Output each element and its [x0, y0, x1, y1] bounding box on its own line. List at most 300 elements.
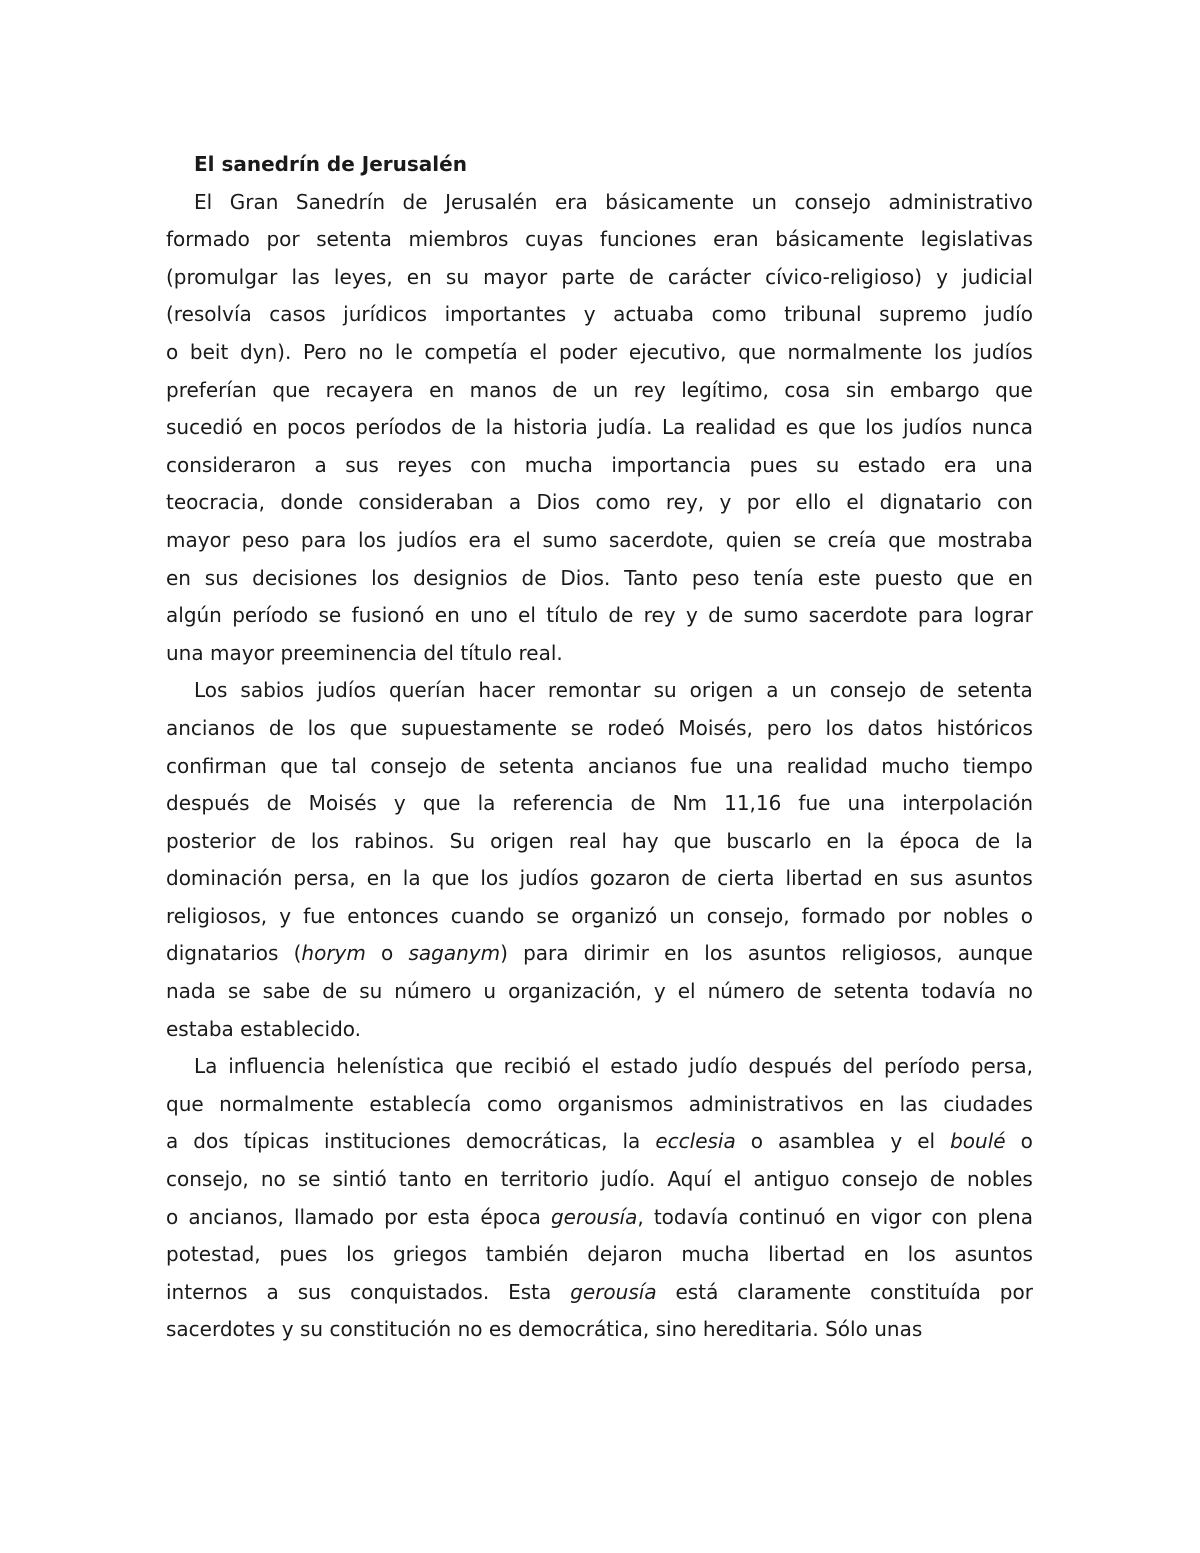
word: de: [975, 828, 1001, 853]
word: La: [662, 415, 686, 440]
word: origen: [490, 828, 554, 853]
word: normalmente: [787, 339, 923, 364]
word: el: [917, 1129, 936, 1154]
word: religiosos,: [166, 903, 268, 928]
word: una: [166, 640, 204, 665]
word: organizó: [571, 903, 658, 928]
word: competía: [424, 339, 518, 364]
word: que: [422, 791, 461, 816]
word: cuando: [450, 903, 525, 928]
word: el: [512, 527, 531, 552]
word: de: [608, 603, 634, 628]
word: era: [468, 527, 502, 552]
word: que: [272, 377, 311, 402]
word: cuyas: [525, 227, 584, 252]
word: pero: [766, 715, 812, 740]
word: mayor: [210, 640, 275, 665]
word: los: [357, 527, 387, 552]
word: todavía: [653, 1204, 729, 1229]
word: estado: [857, 452, 926, 477]
text-line: [166, 1048, 1033, 1086]
word: constituída: [870, 1279, 981, 1304]
word: Dios.: [560, 565, 611, 590]
word: básicamente: [775, 227, 905, 252]
word: real: [568, 828, 607, 853]
word: a: [314, 452, 327, 477]
word: mostraba: [937, 527, 1033, 552]
word: realidad: [695, 415, 777, 440]
word: que: [817, 415, 856, 440]
word: pues: [279, 1242, 328, 1267]
word: eran: [713, 227, 759, 252]
word: sumo: [743, 603, 799, 628]
word: tenía: [753, 565, 804, 590]
word: a: [166, 1129, 179, 1154]
word: las: [291, 264, 320, 289]
word: en: [463, 1167, 489, 1192]
word: rabinos.: [354, 828, 435, 853]
word: del: [842, 1054, 874, 1079]
italic-term: ecclesia: [655, 1129, 736, 1154]
word: sacerdote: [808, 603, 908, 628]
word: de: [268, 715, 294, 740]
word: las: [899, 1091, 928, 1116]
word: período: [232, 603, 309, 628]
word: rey: [633, 377, 666, 402]
word: mayor: [166, 527, 231, 552]
word: con: [470, 452, 507, 477]
text-line: [166, 409, 1033, 447]
word: los: [371, 565, 400, 590]
word: designios: [413, 565, 508, 590]
word: de: [628, 264, 654, 289]
word: estaba: [166, 1016, 234, 1041]
word: se: [297, 1167, 321, 1192]
text-line: [166, 710, 1033, 748]
word: llamado: [293, 1204, 374, 1229]
word: judicial: [962, 264, 1033, 289]
word: que: [166, 1091, 204, 1116]
word: por: [746, 490, 780, 515]
word: de: [681, 866, 707, 891]
word: [950, 1123, 1005, 1161]
word: los: [933, 339, 963, 364]
word: carácter: [667, 264, 751, 289]
word: donde: [280, 490, 344, 515]
word: de: [521, 565, 547, 590]
word: después: [748, 1054, 832, 1079]
word: establecido.: [240, 1016, 362, 1041]
word: rey,: [665, 490, 705, 515]
word: en: [873, 866, 899, 891]
word: mucha: [524, 452, 593, 477]
word: los: [907, 1242, 936, 1267]
word: que: [995, 377, 1033, 402]
word: hacer: [478, 678, 535, 703]
word: en: [366, 866, 392, 891]
word: o: [381, 941, 394, 966]
word: tal: [331, 753, 357, 778]
word: legítimo,: [681, 377, 769, 402]
text-line: [166, 635, 1033, 673]
word: setenta: [498, 753, 575, 778]
word: instituciones: [324, 1129, 451, 1154]
word: fue: [798, 791, 831, 816]
word: y: [685, 603, 698, 628]
word: para: [917, 603, 964, 628]
word: remontar: [547, 678, 641, 703]
word: uno: [470, 603, 508, 628]
word: teocracia,: [166, 490, 266, 515]
word: recayera: [325, 377, 414, 402]
word: en: [434, 603, 460, 628]
word: una: [735, 753, 774, 778]
word: es: [785, 415, 809, 440]
word: los: [307, 715, 336, 740]
word: quien: [725, 527, 782, 552]
word: actuaba: [613, 302, 695, 327]
word: estado: [610, 1054, 679, 1079]
word: Jerusalén: [445, 189, 538, 214]
word: formado: [801, 903, 886, 928]
word: Su: [449, 828, 476, 853]
word: no: [457, 1317, 483, 1342]
word: Los: [194, 678, 228, 703]
word: poder: [559, 339, 618, 364]
word: Gran: [229, 189, 279, 214]
word: su: [445, 264, 470, 289]
word: número: [707, 979, 785, 1004]
word: de: [630, 791, 656, 816]
word: para: [523, 941, 569, 966]
word: los: [310, 828, 340, 853]
word: se: [536, 903, 560, 928]
word: consejo: [370, 753, 447, 778]
word: un: [791, 678, 817, 703]
word: Nm: [672, 791, 708, 816]
word: rey: [643, 603, 676, 628]
word: consejo: [829, 678, 907, 703]
word: en: [664, 941, 690, 966]
word: asuntos: [954, 866, 1033, 891]
word: funciones: [599, 227, 697, 252]
italic-term: gerousía: [550, 1204, 638, 1229]
word: judíos: [397, 527, 457, 552]
word: ciudades: [943, 1091, 1033, 1116]
word: se: [318, 603, 342, 628]
word: sino: [655, 1317, 697, 1342]
word: judíos: [316, 678, 377, 703]
word: importancia: [611, 452, 732, 477]
word: judío: [984, 302, 1033, 327]
word: nobles: [966, 1167, 1033, 1192]
word: Esta: [508, 1279, 552, 1304]
text-line: [166, 1236, 1033, 1274]
word: un: [592, 377, 619, 402]
word: judío.: [600, 1167, 656, 1192]
text-line: [166, 748, 1033, 786]
word: claramente: [737, 1279, 852, 1304]
word: su: [653, 678, 677, 703]
word: pues: [749, 452, 798, 477]
word: organismos: [557, 1091, 674, 1116]
word: que: [280, 753, 318, 778]
word: su: [816, 452, 840, 477]
word: Sanedrín: [295, 189, 386, 214]
word: por: [897, 903, 931, 928]
word: básicamente: [605, 189, 735, 214]
word: religiosos,: [841, 941, 943, 966]
word: judíos: [973, 339, 1033, 364]
word: se: [227, 979, 251, 1004]
word: y: [583, 302, 596, 327]
word: ancianos: [587, 753, 677, 778]
word: confirman: [166, 753, 267, 778]
word: y: [890, 1129, 903, 1154]
word: asuntos: [954, 1242, 1033, 1267]
word: sus: [909, 866, 944, 891]
word: de: [929, 1167, 955, 1192]
word: los: [480, 866, 509, 891]
text-line: [166, 1123, 1033, 1161]
word: que: [956, 565, 995, 590]
word: de: [708, 603, 734, 628]
word: administrativos: [688, 1091, 844, 1116]
word: setenta: [957, 678, 1033, 703]
word: a: [508, 490, 522, 515]
word: un: [751, 189, 777, 214]
word: sacerdotes: [166, 1317, 276, 1342]
word: con: [931, 1204, 968, 1229]
word: la: [485, 415, 504, 440]
text-line: [166, 1086, 1033, 1124]
word: en: [406, 264, 432, 289]
word: recibió: [503, 1054, 571, 1079]
word: o: [166, 339, 179, 364]
word: posterior: [166, 828, 256, 853]
word: históricos: [936, 715, 1033, 740]
word: reyes: [397, 452, 452, 477]
word: el: [581, 1054, 600, 1079]
word: a: [766, 678, 779, 703]
word: pocos: [287, 415, 346, 440]
word: realidad: [786, 753, 868, 778]
word: sabios: [240, 678, 304, 703]
word: está: [675, 1279, 719, 1304]
word: organización,: [508, 979, 642, 1004]
word: Tanto: [624, 565, 679, 590]
word: fue: [303, 903, 336, 928]
word: algún: [166, 603, 222, 628]
text-line: [166, 935, 1033, 973]
word: Pero: [303, 339, 347, 364]
word: la: [402, 866, 421, 891]
word: constitución: [329, 1317, 452, 1342]
word: aunque: [957, 941, 1033, 966]
word: preeminencia: [280, 640, 418, 665]
paragraphs-container: [166, 184, 1033, 1349]
word: [655, 1123, 735, 1161]
word: nada: [166, 979, 216, 1004]
word: judíos: [519, 866, 579, 891]
word: la: [1015, 828, 1033, 853]
word: de: [270, 828, 296, 853]
word: buscarlo: [726, 828, 812, 853]
word: para: [300, 527, 347, 552]
word: número: [394, 979, 472, 1004]
word: época: [899, 828, 960, 853]
word: también: [485, 1242, 569, 1267]
word: una: [995, 452, 1033, 477]
word: ejecutivo,: [628, 339, 727, 364]
word: leyes,: [333, 264, 393, 289]
word: y: [653, 979, 666, 1004]
word: período: [883, 1054, 960, 1079]
word: helenística: [336, 1054, 445, 1079]
word: es: [488, 1317, 512, 1342]
word: [570, 1274, 656, 1312]
text-line: [166, 1011, 1033, 1049]
word: setenta: [316, 227, 392, 252]
word: cívico-religioso): [765, 264, 923, 289]
word: la: [866, 828, 885, 853]
word: el: [846, 490, 865, 515]
word: y: [936, 264, 949, 289]
word: de: [322, 979, 348, 1004]
word: o: [1020, 903, 1033, 928]
word: de: [451, 415, 477, 440]
word: sintió: [332, 1167, 387, 1192]
text-line: [166, 372, 1033, 410]
document-title: El sanedrín de Jerusalén: [194, 152, 467, 176]
word: una: [847, 791, 886, 816]
text-line: [166, 860, 1033, 898]
word: y: [393, 791, 406, 816]
word: se: [570, 715, 594, 740]
word: título: [460, 640, 513, 665]
word: 11,16: [724, 791, 782, 816]
word: setenta: [833, 979, 910, 1004]
word: decisiones: [252, 565, 358, 590]
word: real.: [518, 640, 563, 665]
word: historia: [513, 415, 588, 440]
word: o: [166, 1204, 179, 1229]
word: asamblea: [778, 1129, 876, 1154]
word: consejo: [841, 1167, 918, 1192]
word: rodeó: [607, 715, 665, 740]
word: legislativas: [920, 227, 1033, 252]
word: de: [552, 377, 578, 402]
word: el: [677, 979, 696, 1004]
word: en: [835, 1204, 861, 1229]
word: dignatario: [879, 490, 982, 515]
italic-term: saganym: [408, 941, 501, 966]
word: democrática,: [518, 1317, 650, 1342]
word: ello: [795, 490, 831, 515]
text-line: [166, 823, 1033, 861]
text-line: [166, 1311, 1033, 1349]
word: consejo,: [166, 1167, 249, 1192]
word: persa,: [293, 866, 356, 891]
document-body: [166, 146, 1033, 1349]
word: tanto: [398, 1167, 452, 1192]
word: cosa: [784, 377, 831, 402]
word: en: [863, 1242, 889, 1267]
word: y: [281, 1317, 294, 1342]
paragraph: [166, 1048, 1033, 1349]
word: influencia: [228, 1054, 326, 1079]
word: gerousía,: [550, 1204, 644, 1229]
word: libertad: [785, 866, 863, 891]
word: ancianos,: [188, 1204, 284, 1229]
word: este: [817, 565, 861, 590]
word: todavía: [921, 979, 996, 1004]
word: antiguo: [753, 1167, 830, 1192]
word: internos: [166, 1279, 248, 1304]
text-line: [166, 597, 1033, 635]
word: el: [529, 339, 548, 364]
word: de: [919, 678, 945, 703]
text-line: [166, 898, 1033, 936]
word: su: [299, 1317, 324, 1342]
word: de: [460, 753, 486, 778]
word: peso: [241, 527, 290, 552]
word: u: [483, 979, 497, 1004]
word: consejo: [794, 189, 871, 214]
word: creía: [827, 527, 877, 552]
word: como: [487, 1091, 542, 1116]
word: cierta: [717, 866, 775, 891]
word: dignatarios: [166, 941, 279, 966]
word: (horym: [293, 941, 366, 966]
word: dejaron: [587, 1242, 663, 1267]
word: de: [266, 791, 292, 816]
text-line: [166, 1274, 1033, 1312]
word: dominación: [166, 866, 283, 891]
word: la: [622, 1129, 641, 1154]
word: plena: [977, 1204, 1033, 1229]
word: hay: [621, 828, 659, 853]
word: sumo: [542, 527, 598, 552]
word: gozaron: [589, 866, 671, 891]
text-line: [166, 296, 1033, 334]
word: Sólo: [825, 1317, 868, 1342]
word: le: [394, 339, 413, 364]
word: por: [999, 1279, 1033, 1304]
word: el: [723, 1167, 742, 1192]
word: supuestamente: [401, 715, 558, 740]
word: conquistados.: [350, 1279, 490, 1304]
text-line: [166, 484, 1033, 522]
word: peso: [691, 565, 740, 590]
word: el: [518, 603, 536, 628]
word: sus: [345, 452, 379, 477]
word: parte: [561, 264, 615, 289]
word: fue: [690, 753, 723, 778]
word: hereditaria.: [702, 1317, 819, 1342]
word: (promulgar: [166, 264, 278, 289]
word: (resolvía: [166, 302, 252, 327]
word: referencia: [512, 791, 614, 816]
word: griegos: [392, 1242, 468, 1267]
word: asuntos: [747, 941, 827, 966]
text-line: [166, 221, 1033, 259]
word: y: [279, 903, 292, 928]
word: potestad,: [166, 1242, 261, 1267]
word: nunca: [971, 415, 1033, 440]
word: que: [888, 527, 926, 552]
word: o: [1020, 1129, 1033, 1154]
